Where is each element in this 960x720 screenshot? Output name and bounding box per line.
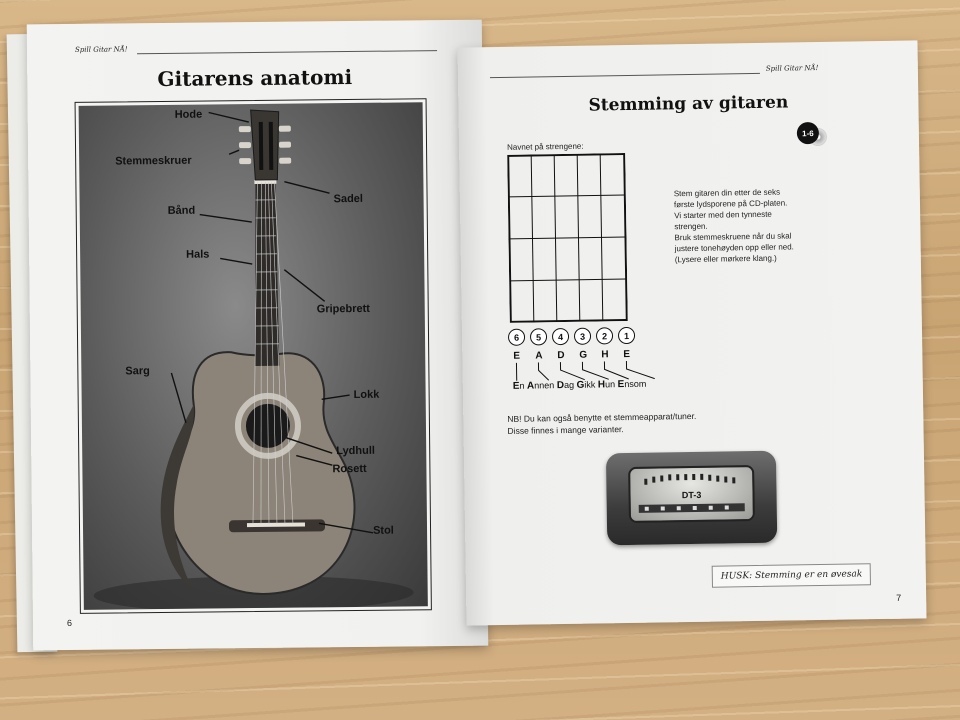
- mnemonic-5-initial: H: [597, 379, 606, 391]
- mnemonic-4-initial: G: [576, 379, 585, 391]
- string-4-circle: 4: [552, 328, 569, 345]
- string-3-circle: 3: [574, 328, 591, 345]
- fretboard-diagram: [507, 153, 628, 323]
- right-running-head: Spill Gitar NÅ!: [765, 63, 819, 73]
- mnemonic-sentence: [513, 379, 647, 392]
- husk-reminder-box: HUSK: Stemming er en øvesak: [712, 563, 872, 588]
- string-2-note: H: [601, 349, 609, 361]
- instruction-line: første lydsporene på CD-platen.: [673, 198, 788, 210]
- string-6-circle: 6: [508, 329, 525, 346]
- cd-track-badge: 1-6: [797, 122, 819, 144]
- label-lydhull: Lydhull: [336, 444, 375, 458]
- string-1-circle: 1: [618, 327, 635, 344]
- nb-line: NB! Du kan også benytte et stemmeapparat/tuner.: [507, 410, 697, 424]
- mnemonic-1-rest: n: [519, 380, 525, 391]
- mnemonic-2-rest: nnen: [534, 380, 555, 391]
- right-page: [457, 40, 926, 625]
- guitar-photo: [79, 102, 428, 610]
- nb-line: Disse finnes i mange varianter.: [507, 424, 624, 436]
- label-rosett: Rosett: [332, 462, 367, 476]
- left-head-rule: [137, 50, 437, 54]
- mnemonic-4-rest: ikk: [584, 379, 596, 390]
- instruction-line: strengen.: [674, 221, 708, 232]
- nb-tuner-note: [507, 410, 696, 437]
- right-page-number: 7: [896, 592, 902, 603]
- mnemonic-6-initial: E: [617, 379, 625, 391]
- left-page: [27, 20, 489, 651]
- string-4-note: D: [557, 350, 565, 362]
- left-page-title: Gitarens anatomi: [157, 64, 353, 92]
- instruction-line: Stem gitaren din etter de seks: [673, 187, 781, 199]
- string-6-note: E: [513, 350, 521, 362]
- string-5-note: A: [535, 350, 543, 362]
- label-band: Bånd: [167, 204, 196, 217]
- tuner-screen: [628, 465, 755, 523]
- string-names-caption: Navnet på strengene:: [506, 141, 584, 152]
- string-2-circle: 2: [596, 327, 613, 344]
- right-page-title: Stemming av gitaren: [588, 92, 789, 116]
- label-hode: Hode: [174, 108, 203, 121]
- tuning-instructions: [674, 186, 794, 265]
- guitar-photo-frame: [75, 98, 432, 614]
- instruction-line: justere tonehøyden opp eller ned.: [674, 242, 794, 254]
- mnemonic-6-rest: nsom: [624, 378, 647, 390]
- mnemonic-2-initial: A: [526, 380, 535, 392]
- label-lokk: Lokk: [353, 388, 380, 401]
- label-stol: Stol: [372, 524, 394, 537]
- label-stemmeskruer: Stemmeskruer: [115, 154, 192, 168]
- mnemonic-1-initial: E: [512, 380, 520, 392]
- label-sarg: Sarg: [125, 365, 150, 378]
- string-3-note: G: [579, 349, 588, 361]
- left-page-number: 6: [66, 617, 73, 629]
- right-head-rule: [490, 73, 760, 78]
- left-running-head: Spill Gitar NÅ!: [74, 45, 128, 54]
- instruction-line: Bruk stemmeskruene når du skal: [674, 231, 792, 243]
- mnemonic-5-rest: un: [604, 379, 616, 390]
- mnemonic-3-initial: D: [556, 380, 565, 392]
- string-1-note: E: [623, 348, 631, 361]
- label-gripebrett: Gripebrett: [316, 302, 370, 316]
- tuner-device-image: [606, 451, 777, 546]
- instruction-line: Vi starter med den tynneste: [674, 209, 772, 221]
- instruction-line: (Lysere eller mørkere klang.): [674, 253, 777, 265]
- label-sadel: Sadel: [333, 192, 364, 206]
- tuner-model-label: DT-3: [681, 489, 702, 501]
- label-hals: Hals: [186, 248, 210, 261]
- string-5-circle: 5: [530, 328, 547, 345]
- mnemonic-3-rest: ag: [563, 379, 575, 391]
